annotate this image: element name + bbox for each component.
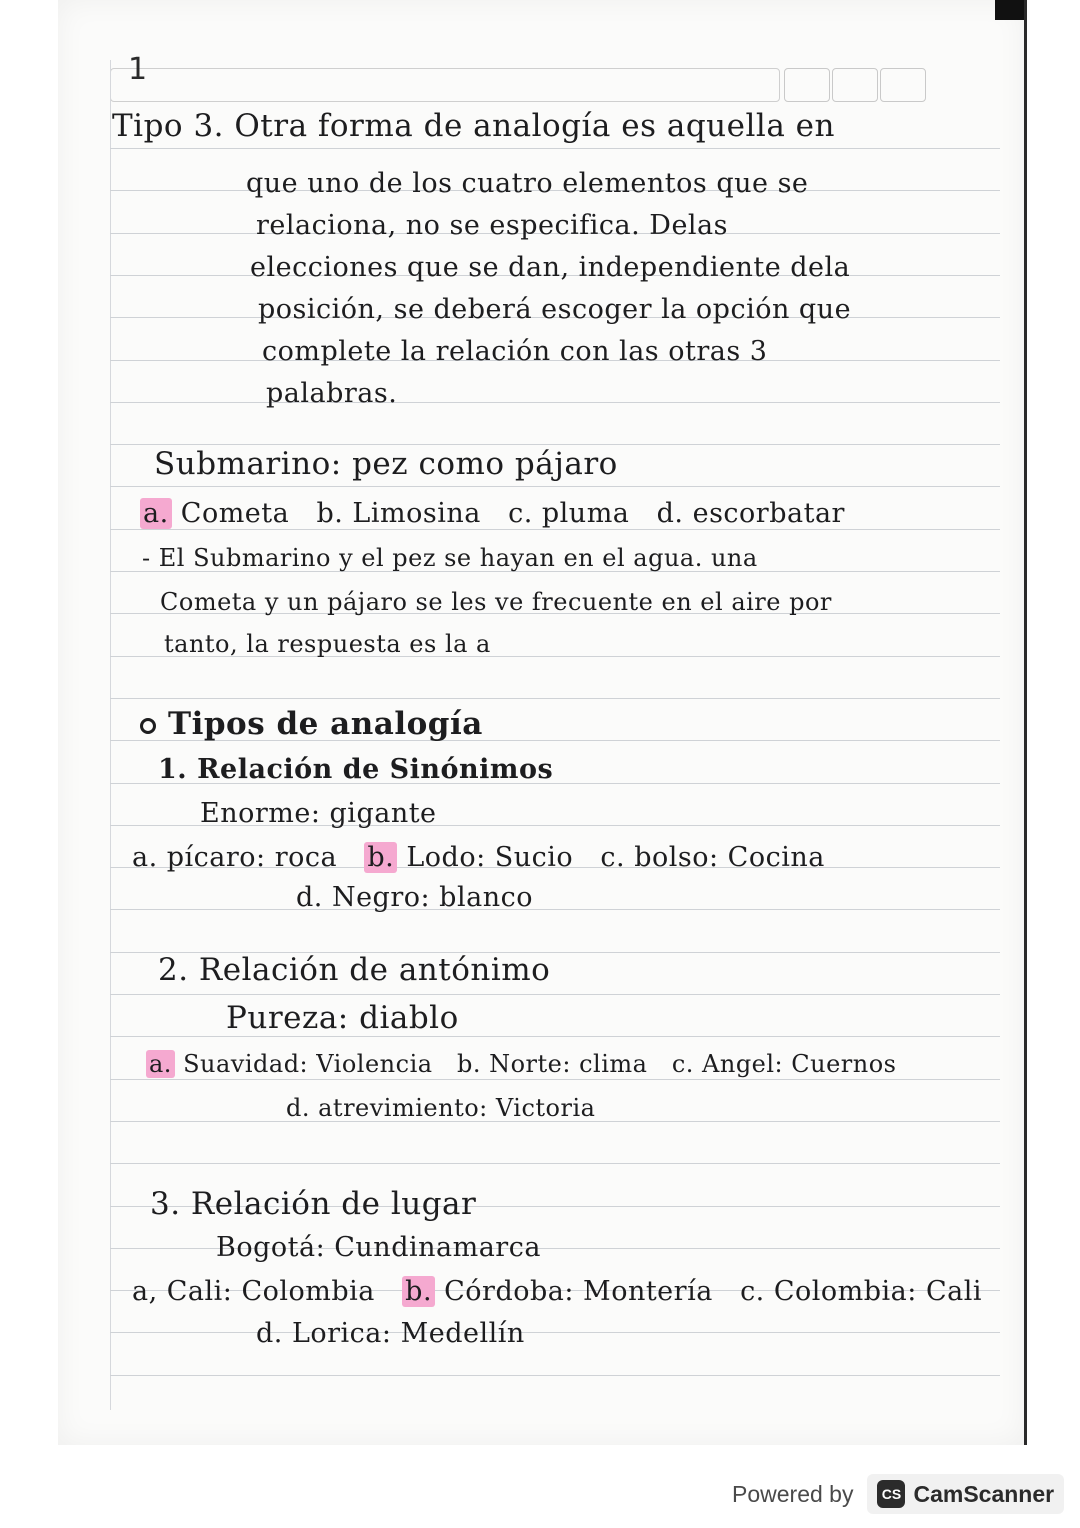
sinonimos-title: 1. Relación de Sinónimos xyxy=(158,754,554,785)
antonimo-title: 2. Relación de antónimo xyxy=(158,952,551,988)
example-explanation-3: tanto, la respuesta es la a xyxy=(164,630,491,658)
margin-line xyxy=(110,60,111,1410)
antonimo-option-c: c. Angel: Cuernos xyxy=(671,1050,897,1078)
lugar-options xyxy=(132,1276,982,1307)
ruled-line xyxy=(110,444,1000,445)
date-boxes xyxy=(784,68,928,102)
antonimo-pair: Pureza: diablo xyxy=(226,1000,459,1036)
ruled-line xyxy=(110,909,1000,910)
tipos-heading xyxy=(140,706,483,742)
date-box-year xyxy=(880,68,926,102)
example-explanation-2: Cometa y un pájaro se les ve frecuente en el aire por xyxy=(160,588,832,616)
ruled-line xyxy=(110,402,1000,403)
ruled-line xyxy=(110,529,1000,530)
lugar-pair: Bogotá: Cundinamarca xyxy=(216,1232,541,1263)
ruled-line xyxy=(110,1036,1000,1037)
bullet-icon xyxy=(140,718,156,734)
tipos-heading-text: Tipos de analogía xyxy=(168,706,483,742)
tipo3-line-7: palabras. xyxy=(266,378,398,409)
page-number: 1 xyxy=(128,52,148,87)
lugar-title: 3. Relación de lugar xyxy=(150,1186,477,1222)
example-option-c: c. pluma xyxy=(508,498,630,529)
lugar-option-c: c. Colombia: Cali xyxy=(740,1276,982,1307)
antonimo-option-d: d. atrevimiento: Victoria xyxy=(286,1094,596,1122)
sinonimos-pair: Enorme: gigante xyxy=(200,798,437,829)
tipo3-line-3: relaciona, no se especifica. Delas xyxy=(256,210,729,241)
tipo3-line-2: que uno de los cuatro elementos que se xyxy=(246,168,809,199)
lugar-option-d: d. Lorica: Medellín xyxy=(256,1318,525,1349)
lugar-option-a: a, Cali: Colombia xyxy=(132,1276,375,1307)
tipo3-line-6: complete la relación con las otras 3 xyxy=(262,336,768,367)
antonimo-answer-letter: a. xyxy=(146,1050,175,1078)
camscanner-logo-icon: CS xyxy=(877,1480,905,1508)
sinonimos-options xyxy=(132,842,825,873)
header-bar xyxy=(110,68,780,102)
sinonimos-option-a: a. pícaro: roca xyxy=(132,842,338,873)
lugar-answer-letter: b. xyxy=(402,1276,435,1307)
sinonimos-option-c: c. bolso: Cocina xyxy=(600,842,825,873)
date-box-day xyxy=(784,68,830,102)
ruled-line xyxy=(110,1332,1000,1333)
tipo3-line-1: Tipo 3. Otra forma de analogía es aquella en xyxy=(112,108,835,144)
example-option-b: b. Limosina xyxy=(316,498,481,529)
ruled-line xyxy=(110,1079,1000,1080)
example-answer-letter: a. xyxy=(140,498,172,529)
camscanner-badge xyxy=(867,1474,1064,1514)
antonimo-option-b: b. Norte: clima xyxy=(456,1050,648,1078)
camscanner-watermark xyxy=(732,1474,1064,1514)
example-explanation-1: - El Submarino y el pez se hayan en el agua. una xyxy=(142,544,758,572)
tipo3-line-4: elecciones que se dan, independiente dela xyxy=(250,252,851,283)
tipo3-line-5: posición, se deberá escoger la opción que xyxy=(258,294,852,325)
sinonimos-answer-letter: b. xyxy=(364,842,397,873)
antonimo-options xyxy=(146,1050,897,1078)
example-prompt: Submarino: pez como pájaro xyxy=(154,446,618,482)
page-corner-shadow xyxy=(995,0,1024,20)
ruled-line xyxy=(110,1375,1000,1376)
ruled-line xyxy=(110,1163,1000,1164)
lugar-option-b: Córdoba: Montería xyxy=(444,1276,713,1307)
ruled-line xyxy=(110,698,1000,699)
powered-by-text: Powered by xyxy=(732,1480,854,1507)
ruled-line xyxy=(110,486,1000,487)
sinonimos-option-d: d. Negro: blanco xyxy=(296,882,533,913)
example-option-a: Cometa xyxy=(180,498,290,529)
example-option-d: d. escorbatar xyxy=(656,498,845,529)
ruled-line xyxy=(110,148,1000,149)
ruled-line xyxy=(110,994,1000,995)
antonimo-option-a: Suavidad: Violencia xyxy=(183,1050,433,1078)
example-options xyxy=(140,498,845,529)
date-box-month xyxy=(832,68,878,102)
sinonimos-option-b: Lodo: Sucio xyxy=(406,842,574,873)
camscanner-brand: CamScanner xyxy=(913,1480,1055,1507)
